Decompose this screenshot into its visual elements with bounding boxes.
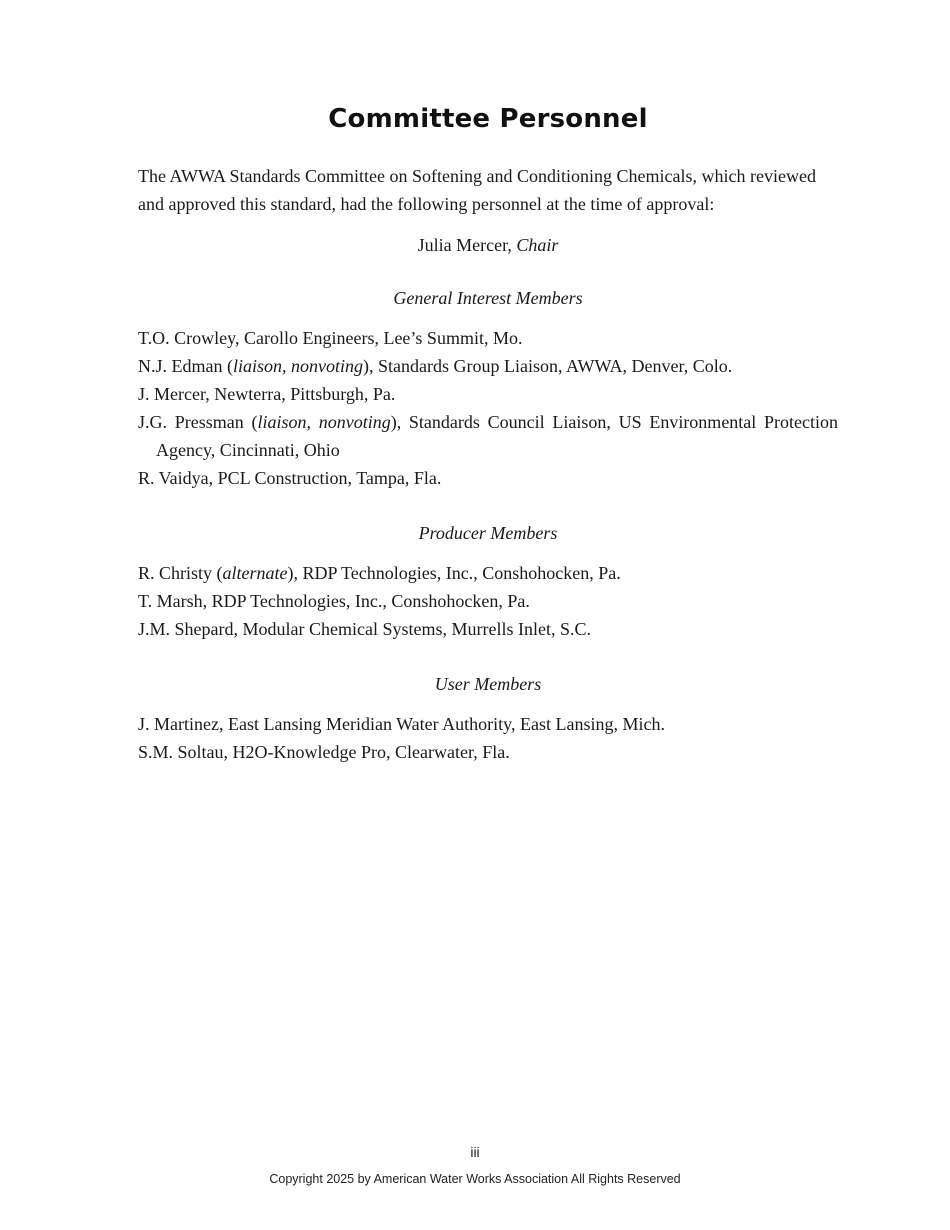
section-heading-user: User Members	[434, 674, 542, 694]
member-list-producer	[138, 559, 838, 643]
member-entry: T. Marsh, RDP Technologies, Inc., Conshohocken, Pa.	[138, 591, 530, 611]
member-list-user	[138, 710, 838, 766]
member-entry: J.G. Pressman (liaison, nonvoting), Standards Council Liaison, US Environmental Protection Agency, Cincinnati, Ohio	[138, 412, 839, 460]
member-list-general-interest	[138, 324, 838, 492]
member-entry: J. Martinez, East Lansing Meridian Water Authority, East Lansing, Mich.	[138, 714, 665, 734]
member-entry: T.O. Crowley, Carollo Engineers, Lee’s Summit, Mo.	[138, 328, 523, 348]
member-entry: J. Mercer, Newterra, Pittsburgh, Pa.	[138, 384, 396, 404]
section-heading-general-interest: General Interest Members	[393, 288, 583, 308]
member-entry: R. Vaidya, PCL Construction, Tampa, Fla.	[138, 468, 442, 488]
chair-role: Chair	[516, 235, 559, 255]
member-entry: J.M. Shepard, Modular Chemical Systems, Murrells Inlet, S.C.	[138, 619, 591, 639]
copyright-notice: Copyright 2025 by American Water Works Association All Rights Reserved	[269, 1172, 681, 1186]
chair-name: Julia Mercer,	[417, 235, 512, 255]
member-entry: R. Christy (alternate), RDP Technologies, Inc., Conshohocken, Pa.	[138, 563, 621, 583]
page-number: iii	[470, 1144, 480, 1160]
committee-chair	[138, 231, 838, 259]
member-entry: S.M. Soltau, H2O-Knowledge Pro, Clearwater, Fla.	[138, 742, 510, 762]
page-title: Committee Personnel	[328, 104, 648, 134]
section-heading-producer: Producer Members	[418, 523, 558, 543]
member-entry: N.J. Edman (liaison, nonvoting), Standards Group Liaison, AWWA, Denver, Colo.	[138, 356, 733, 376]
intro-paragraph: The AWWA Standards Committee on Softening and Conditioning Chemicals, which reviewed and approved this standard, had the following personnel at the time of approval:	[138, 166, 816, 214]
